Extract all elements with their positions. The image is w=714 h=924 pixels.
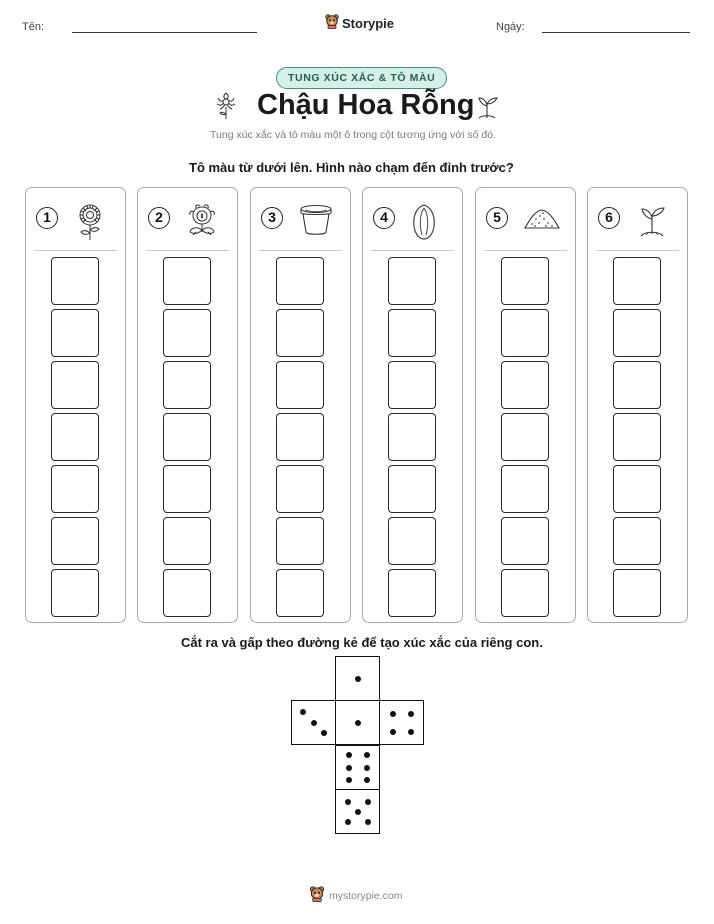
column-divider: [146, 250, 229, 251]
column-divider: [34, 250, 117, 251]
instruction-bottom: Cắt ra và gấp theo đường kẻ để tạo xúc xắc của riêng con.: [181, 635, 543, 650]
soil-pile-icon: [522, 202, 558, 238]
color-cell[interactable]: [501, 413, 549, 461]
name-label: Tên:: [22, 21, 45, 33]
color-cell[interactable]: [51, 569, 99, 617]
column-number: 5: [486, 207, 508, 229]
die-pip: [408, 729, 414, 735]
color-cell[interactable]: [163, 517, 211, 565]
color-cell[interactable]: [276, 361, 324, 409]
color-cell[interactable]: [51, 517, 99, 565]
sprout-title-icon: [474, 92, 500, 120]
color-cell[interactable]: [613, 569, 661, 617]
die-pip: [365, 799, 371, 805]
color-cell[interactable]: [276, 413, 324, 461]
column-divider: [484, 250, 567, 251]
page-subtitle: Tung xúc xắc và tô màu một ô trong cột tương ứng với số đó.: [210, 129, 496, 141]
column-header: [26, 202, 125, 242]
column-header: [588, 202, 687, 242]
die-pip: [390, 711, 396, 717]
die-pip: [365, 819, 371, 825]
color-cell[interactable]: [613, 309, 661, 357]
die-face-bottom: [335, 789, 380, 834]
color-cell[interactable]: [501, 309, 549, 357]
flower-pot-icon: [297, 202, 333, 238]
color-cell[interactable]: [163, 257, 211, 305]
color-cell[interactable]: [388, 257, 436, 305]
die-pip: [364, 765, 370, 771]
die-pip: [300, 709, 306, 715]
chrysanthemum-icon: [72, 202, 108, 238]
column-5: [475, 187, 576, 623]
color-cell[interactable]: [388, 413, 436, 461]
color-cell[interactable]: [163, 309, 211, 357]
color-cell[interactable]: [613, 361, 661, 409]
color-cell[interactable]: [501, 361, 549, 409]
column-3: [250, 187, 351, 623]
page-title: Chậu Hoa Rỗng: [257, 89, 475, 121]
color-cell[interactable]: [51, 413, 99, 461]
flower-title-icon: [212, 91, 240, 121]
die-face-right: [379, 700, 424, 745]
sprout-icon: [634, 202, 670, 238]
brand-logo: [325, 14, 394, 32]
die-pip: [355, 720, 361, 726]
column-divider: [371, 250, 454, 251]
instruction-top: Tô màu từ dưới lên. Hình nào chạm đến đỉnh trước?: [189, 160, 514, 175]
color-cell[interactable]: [501, 465, 549, 513]
date-label: Ngày:: [496, 21, 525, 33]
column-header: [138, 202, 237, 242]
color-cell[interactable]: [613, 517, 661, 565]
column-4: [362, 187, 463, 623]
color-cell[interactable]: [388, 465, 436, 513]
column-divider: [259, 250, 342, 251]
die-pip: [345, 799, 351, 805]
bear-logo-icon: [325, 14, 339, 32]
column-2: [137, 187, 238, 623]
footer-url[interactable]: mystorypie.com: [329, 889, 403, 902]
color-cell[interactable]: [163, 361, 211, 409]
die-pip: [321, 730, 327, 736]
die-face-center: [335, 700, 380, 745]
column-6: [587, 187, 688, 623]
die-face-top: [335, 656, 380, 701]
category-badge: TUNG XÚC XẮC & TÔ MÀU: [276, 67, 447, 89]
color-cell[interactable]: [388, 361, 436, 409]
column-number: 3: [261, 207, 283, 229]
brand-name: Storypie: [342, 15, 395, 31]
column-1: [25, 187, 126, 623]
color-cell[interactable]: [51, 361, 99, 409]
color-cell[interactable]: [501, 569, 549, 617]
color-cell[interactable]: [388, 569, 436, 617]
die-pip: [345, 819, 351, 825]
color-cell[interactable]: [613, 465, 661, 513]
die-pip: [346, 765, 352, 771]
color-cell[interactable]: [51, 257, 99, 305]
die-pip: [408, 711, 414, 717]
color-cell[interactable]: [276, 257, 324, 305]
footer: [309, 886, 403, 905]
color-cell[interactable]: [163, 569, 211, 617]
color-cell[interactable]: [388, 309, 436, 357]
column-header: [476, 202, 575, 242]
die-pip: [311, 720, 317, 726]
die-pip: [355, 676, 361, 682]
color-cell[interactable]: [51, 309, 99, 357]
color-cell[interactable]: [613, 257, 661, 305]
color-cell[interactable]: [51, 465, 99, 513]
color-cell[interactable]: [276, 569, 324, 617]
bear-footer-icon: [309, 886, 325, 905]
color-cell[interactable]: [613, 413, 661, 461]
die-face-lower: [335, 745, 380, 790]
date-line[interactable]: [542, 32, 690, 33]
column-number: 1: [36, 207, 58, 229]
color-cell[interactable]: [276, 517, 324, 565]
die-pip: [390, 729, 396, 735]
die-face-left: [291, 700, 336, 745]
name-line[interactable]: [72, 32, 257, 33]
column-header: [363, 202, 462, 242]
column-number: 6: [598, 207, 620, 229]
column-number: 2: [148, 207, 170, 229]
column-number: 4: [373, 207, 395, 229]
color-cell[interactable]: [163, 413, 211, 461]
color-cell[interactable]: [163, 465, 211, 513]
die-pip: [364, 752, 370, 758]
peony-icon: [184, 202, 220, 238]
color-cell[interactable]: [501, 257, 549, 305]
die-pip: [364, 777, 370, 783]
color-cell[interactable]: [276, 465, 324, 513]
color-cell[interactable]: [388, 517, 436, 565]
color-cell[interactable]: [276, 309, 324, 357]
die-pip: [346, 777, 352, 783]
color-cell[interactable]: [501, 517, 549, 565]
die-pip: [346, 752, 352, 758]
die-pip: [355, 809, 361, 815]
column-divider: [596, 250, 679, 251]
seed-icon: [409, 202, 445, 238]
column-header: [251, 202, 350, 242]
